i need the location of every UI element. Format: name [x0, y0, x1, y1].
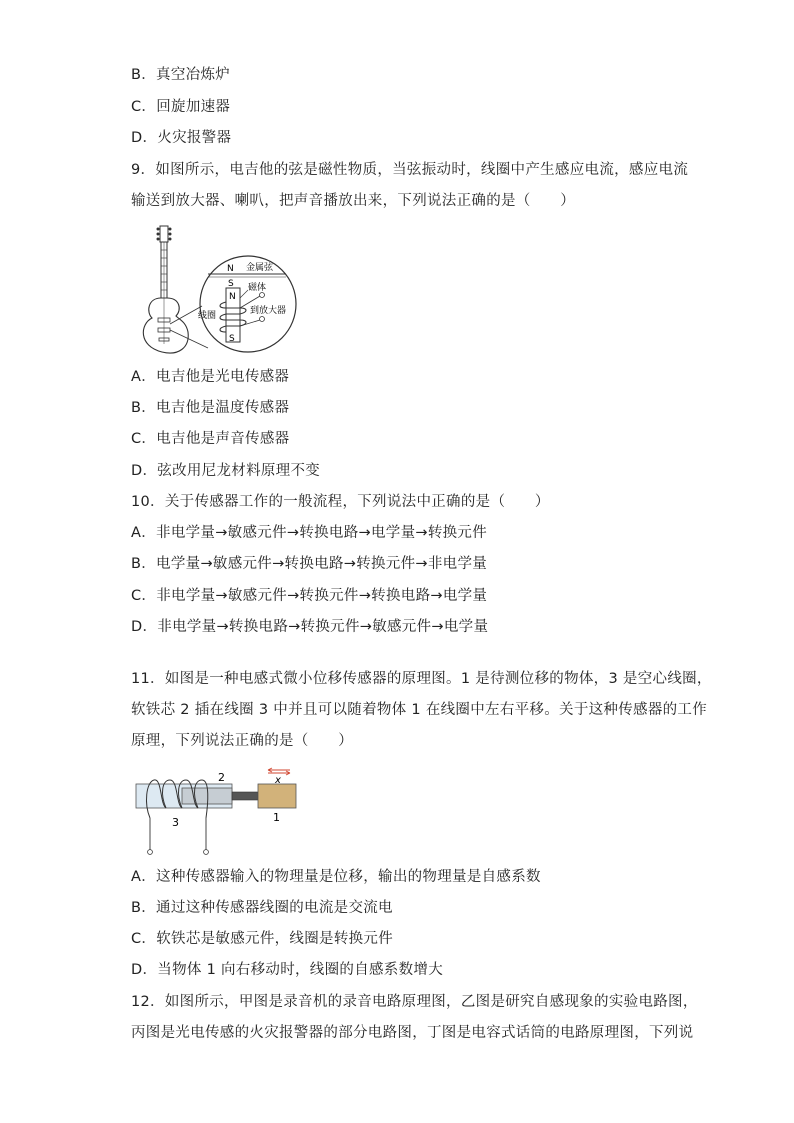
fig9-metal-string: 金属弦 — [246, 263, 274, 273]
q8-option-c: C．回旋加速器 — [131, 99, 231, 115]
q11-stem-line1: 11．如图是一种电感式微小位移传感器的原理图。1 是待测位移的物体，3 是空心线圈， — [131, 671, 712, 687]
electric-guitar-figure — [136, 224, 300, 364]
fig11-label-1: 1 — [273, 811, 280, 824]
fig9-coil: 线圈 — [198, 311, 217, 321]
q8-option-d: D．火灾报警器 — [131, 130, 232, 146]
fig9-s-top: S — [228, 279, 234, 289]
fig11-label-x: x — [275, 775, 281, 786]
displacement-sensor-figure — [130, 764, 310, 864]
q9-option-b: B．电吉他是温度传感器 — [131, 400, 290, 416]
fig11-label-2: 2 — [218, 771, 225, 784]
q11-option-a: A．这种传感器输入的物理量是位移，输出的物理量是自感系数 — [131, 869, 541, 885]
q9-stem-line1: 9．如图所示，电吉他的弦是磁性物质，当弦振动时，线圈中产生感应电流，感应电流 — [131, 162, 689, 178]
q10-option-b: B．电学量→敏感元件→转换电路→转换元件→非电学量 — [131, 556, 488, 572]
q12-stem-line2: 丙图是光电传感的火灾报警器的部分电路图，丁图是电容式话筒的电路原理图，下列说 — [131, 1025, 694, 1041]
q11-option-d: D．当物体 1 向右移动时，线圈的自感系数增大 — [131, 962, 444, 978]
q9-option-c: C．电吉他是声音传感器 — [131, 431, 290, 447]
q10-stem: 10．关于传感器工作的一般流程，下列说法中正确的是（ ） — [131, 494, 550, 510]
q9-stem-line2: 输送到放大器、喇叭，把声音播放出来，下列说法正确的是（ ） — [131, 193, 575, 209]
q10-option-c: C．非电学量→敏感元件→转换元件→转换电路→电学量 — [131, 588, 488, 604]
q12-stem-line1: 12．如图所示，甲图是录音机的录音电路原理图，乙图是研究自感现象的实验电路图， — [131, 994, 698, 1010]
q11-stem-line2: 软铁芯 2 插在线圈 3 中并且可以随着物体 1 在线圈中左右平移。关于这种传感器的工作 — [131, 702, 708, 718]
fig9-to-amplifier: 到放大器 — [250, 306, 287, 316]
fig9-n-magnet: N — [229, 292, 236, 302]
q10-option-d: D．非电学量→转换电路→转换元件→敏感元件→电学量 — [131, 619, 489, 635]
q11-stem-line3: 原理，下列说法正确的是（ ） — [131, 733, 353, 749]
q8-option-b: B．真空冶炼炉 — [131, 67, 231, 83]
q11-option-b: B．通过这种传感器线圈的电流是交流电 — [131, 900, 393, 916]
fig9-n-top: N — [227, 264, 234, 274]
q11-option-c: C．软铁芯是敏感元件，线圈是转换元件 — [131, 931, 394, 947]
q9-option-d: D．弦改用尼龙材料原理不变 — [131, 463, 321, 479]
q9-option-a: A．电吉他是光电传感器 — [131, 369, 290, 385]
fig9-s-bottom: S — [229, 334, 235, 344]
fig11-label-3: 3 — [172, 816, 179, 829]
q10-option-a: A．非电学量→敏感元件→转换电路→电学量→转换元件 — [131, 525, 488, 541]
fig9-magnet: 磁体 — [248, 283, 267, 293]
